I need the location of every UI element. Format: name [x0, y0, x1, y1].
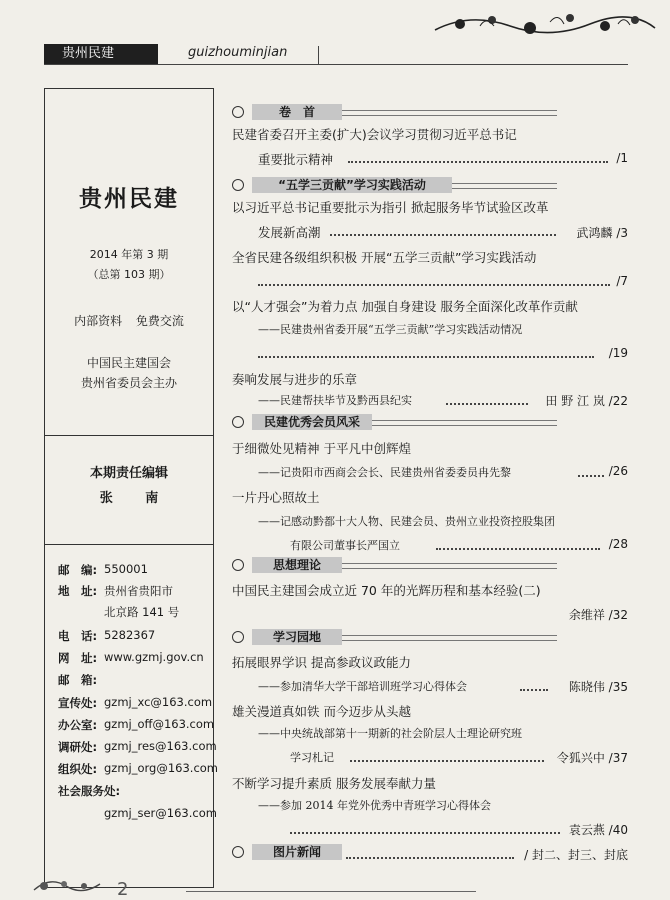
page-ref: 陈晓伟 /35 [568, 680, 628, 694]
contact-value: 550001 [104, 562, 148, 576]
section-title: 图片新闻 [252, 844, 342, 860]
page-ref: / 封二、封三、封底 [524, 848, 628, 862]
contact-label: 邮 编: [58, 563, 98, 577]
email-link[interactable]: gzmj_xc@163.com [104, 695, 213, 709]
toc-entry-title[interactable]: 拓展眼界学识 提高参政议政能力 [232, 655, 411, 670]
toc-entry-title[interactable]: 中国民主建国会成立近 70 年的光辉历程和基本经验(二) [232, 583, 541, 598]
leader-dots [348, 160, 608, 163]
toc-entry-subtitle: ——参加清华大学干部培训班学习心得体会 [258, 680, 467, 693]
page-ref: /1 [616, 151, 628, 165]
page-ref: /28 [608, 537, 628, 551]
circle-bullet-icon [232, 106, 244, 118]
contact-label: 网 址: [58, 651, 98, 665]
issue-number: 2014 年第 3 期 [89, 248, 169, 261]
circle-bullet-icon [232, 416, 244, 428]
editor-label: 本期责任编辑 [89, 466, 168, 481]
toc-entry-title[interactable]: 奏响发展与进步的乐章 [232, 372, 358, 387]
toc-entry-title[interactable]: 重要批示精神 [258, 152, 334, 167]
editor-name: 张 南 [99, 491, 173, 506]
email-link[interactable]: gzmj_off@163.com [104, 717, 215, 731]
magazine-title: 贵州民建 [79, 185, 179, 212]
section-rule [342, 110, 557, 116]
page-ref: 袁云燕 /40 [568, 823, 628, 837]
organizer-line: 中国民主建国会 [86, 356, 171, 370]
contact-label: 电 话: [58, 629, 98, 643]
header-divider [318, 46, 319, 64]
toc-entry-title[interactable]: 雄关漫道真如铁 而今迈步从头越 [232, 704, 411, 719]
leader-dots [258, 355, 594, 358]
section-title: “五学三贡献”学习实践活动 [252, 177, 452, 193]
toc-entry-subtitle: 有限公司董事长严国立 [290, 539, 400, 552]
contact-label: 宣传处: [58, 696, 98, 710]
toc-entry-subtitle: ——中央统战部第十一期新的社会阶层人士理论研究班 [258, 727, 522, 740]
leader-dots [290, 831, 560, 834]
section-rule [342, 563, 557, 569]
toc-entry-subtitle: ——记感动黔都十大人物、民建会员、贵州立业投资控股集团 [258, 515, 555, 528]
page-ref: 武鸿麟 /3 [576, 226, 628, 240]
panel-divider [44, 544, 214, 545]
contact-label: 办公室: [58, 718, 98, 732]
header-rule [44, 64, 628, 65]
contact-label: 社会服务处: [58, 784, 121, 798]
section-rule [452, 183, 557, 189]
circle-bullet-icon [232, 846, 244, 858]
floral-ornament-icon [430, 6, 660, 44]
contact-label: 地 址: [58, 584, 98, 598]
toc-entry-subtitle: 学习札记 [290, 751, 334, 764]
toc-entry-title[interactable]: 发展新高潮 [258, 225, 321, 240]
toc-entry-title[interactable]: 一片丹心照故土 [232, 490, 320, 505]
toc-entry-title[interactable]: 不断学习提升素质 服务发展奉献力量 [232, 776, 436, 791]
footer-rule [186, 891, 476, 892]
page-ref: 余维祥 /32 [568, 608, 628, 622]
organizer-line: 贵州省委员会主办 [80, 376, 177, 390]
circle-bullet-icon [232, 559, 244, 571]
page-ref: /26 [608, 464, 628, 478]
toc-entry-title[interactable]: 全省民建各级组织积极 开展“五学三贡献”学习实践活动 [232, 250, 537, 265]
email-link[interactable]: gzmj_org@163.com [104, 761, 219, 775]
leader-dots [350, 759, 544, 762]
section-title: 思想理论 [252, 557, 342, 573]
contact-value: 贵州省贵阳市 [104, 584, 173, 598]
page-ref: /7 [616, 274, 628, 288]
page-ref: /19 [608, 346, 628, 360]
leader-dots [436, 547, 600, 550]
leader-dots [258, 283, 610, 286]
contact-label: 邮 箱: [58, 673, 98, 687]
toc-entry-subtitle: ——民建贵州省委开展“五学三贡献”学习实践活动情况 [258, 323, 523, 336]
total-issue: （总第 103 期） [87, 268, 171, 281]
toc-entry-subtitle: ——记贵阳市西商会会长、民建贵州省委委员冉先黎 [258, 466, 511, 479]
email-link[interactable]: gzmj_ser@163.com [104, 806, 217, 820]
page-number: 2 [117, 879, 129, 900]
contact-label: 组织处: [58, 762, 98, 776]
leader-dots [446, 402, 528, 405]
panel-divider [44, 435, 214, 436]
section-title: 学习园地 [252, 629, 342, 645]
page-ref: 令狐兴中 /37 [556, 751, 628, 765]
toc-entry-title[interactable]: 于细微处见精神 于平凡中创辉煌 [232, 441, 411, 456]
toc-entry-title[interactable]: 民建省委召开主委(扩大)会议学习贯彻习近平总书记 [232, 127, 517, 142]
section-title: 卷 首 [252, 104, 342, 120]
section-rule [342, 635, 557, 641]
toc-entry-title[interactable]: 以习近平总书记重要批示为指引 掀起服务毕节试验区改革 [232, 200, 549, 215]
section-rule [372, 420, 557, 426]
email-link[interactable]: gzmj_res@163.com [104, 739, 217, 753]
contact-label: 调研处: [58, 740, 98, 754]
leader-dots [346, 856, 514, 859]
toc-entry-subtitle: ——民建帮扶毕节及黔西县纪实 [258, 394, 412, 407]
circle-bullet-icon [232, 631, 244, 643]
toc-entry-subtitle: ——参加 2014 年党外优秀中青班学习心得体会 [258, 799, 491, 812]
leader-dots [520, 688, 548, 691]
leader-dots [330, 233, 556, 236]
internal-note: 内部资料 免费交流 [74, 314, 184, 328]
circle-bullet-icon [232, 179, 244, 191]
toc-entry-title[interactable]: 以“人才强会”为着力点 加强自身建设 服务全面深化改革作贡献 [232, 299, 578, 314]
header-pinyin: guizhouminjian [188, 45, 288, 60]
page-ref: 田 野 江 岚 /22 [545, 394, 628, 408]
floral-ornament-icon [30, 872, 110, 896]
contact-value: 5282367 [104, 628, 156, 642]
section-title: 民建优秀会员风采 [252, 414, 372, 430]
contact-value: 北京路 141 号 [104, 605, 180, 619]
website-link[interactable]: www.gzmj.gov.cn [104, 650, 204, 664]
header-tab: 贵州民建 [44, 44, 158, 64]
